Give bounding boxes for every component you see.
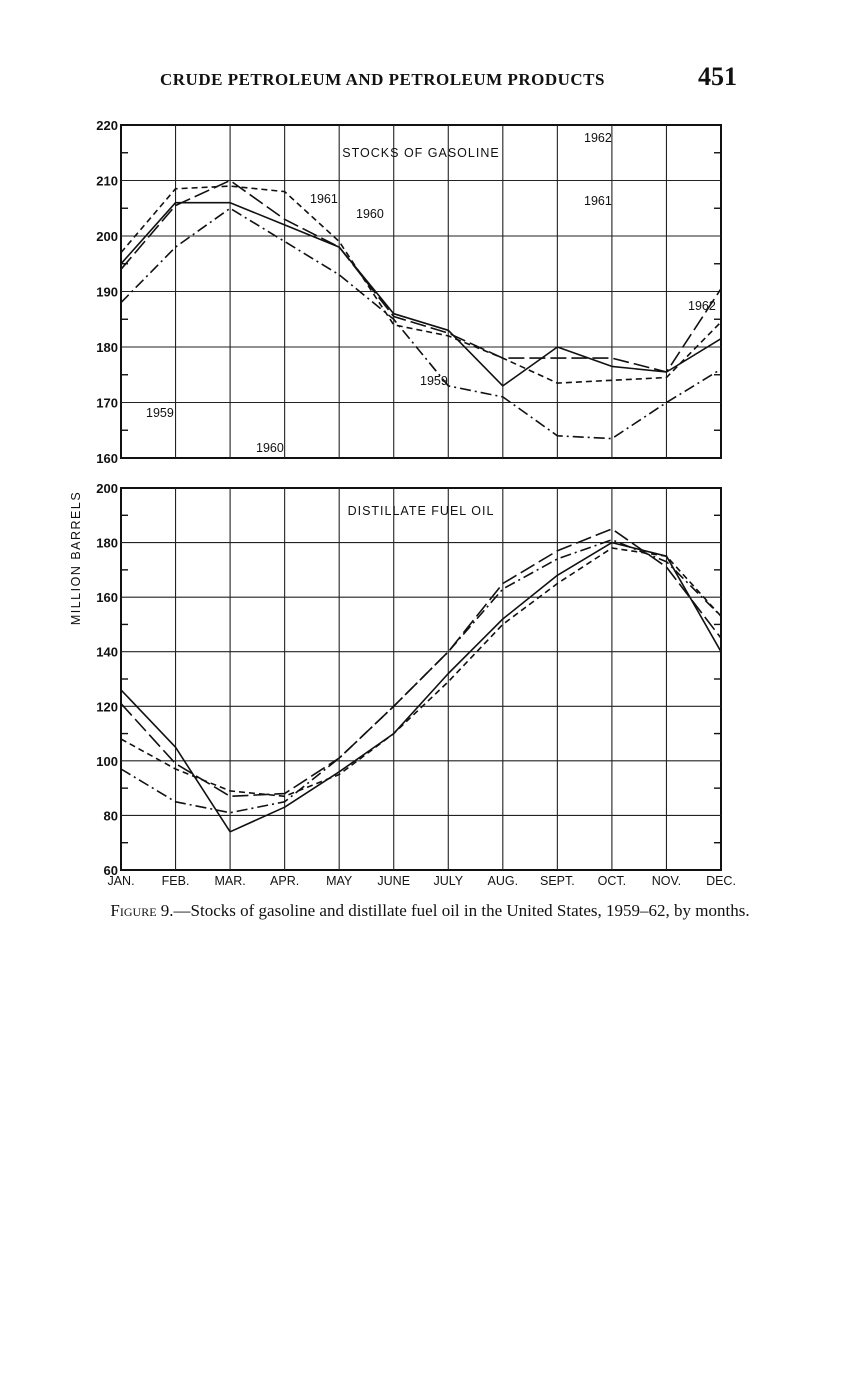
month-tick-label: APR.: [270, 874, 300, 888]
series-label-1961: 1961: [584, 194, 612, 208]
series-line-1961: [121, 548, 721, 796]
month-tick-label: AUG.: [487, 874, 519, 888]
gasoline-chart-title: STOCKS OF GASOLINE: [342, 146, 500, 160]
distillate-series-labels: [146, 131, 612, 455]
y-tick-label: 140: [96, 644, 118, 660]
series-line-1962: [121, 181, 721, 373]
gasoline-series: [121, 181, 721, 439]
series-label-1962: 1962: [584, 131, 612, 145]
y-tick-label: 170: [96, 395, 118, 411]
month-tick-label: FEB.: [161, 874, 190, 888]
month-tick-label: NOV.: [651, 874, 682, 888]
series-line-1962: [121, 529, 721, 796]
y-tick-label: 190: [96, 284, 118, 300]
distillate-chart-title: DISTILLATE FUEL OIL: [347, 504, 495, 518]
gasoline-chart: [96, 118, 721, 466]
distillate-y-ticks: [96, 481, 118, 878]
series-label-1961: 1961: [310, 192, 338, 206]
y-tick-label: 200: [96, 229, 118, 244]
series-label-1960: 1960: [256, 441, 284, 455]
y-tick-label: 200: [96, 481, 118, 496]
figure-label: Figure 9.: [110, 901, 174, 920]
y-axis-label: MILLION BARRELS: [69, 490, 83, 626]
y-tick-label: 180: [96, 340, 118, 355]
month-tick-label: DEC.: [706, 874, 736, 888]
gasoline-y-ticks: [96, 118, 118, 466]
series-line-1959: [121, 208, 721, 438]
month-tick-label: MAR.: [214, 874, 246, 888]
y-tick-label: 60: [103, 863, 118, 878]
month-tick-label: SEPT.: [539, 874, 575, 888]
y-tick-label: 160: [96, 590, 118, 606]
series-label-1962: 1962: [688, 299, 716, 313]
running-title: CRUDE PETROLEUM AND PETROLEUM PRODUCTS: [160, 70, 605, 89]
y-tick-label: 100: [96, 753, 118, 769]
distillate-chart: [96, 131, 721, 878]
gasoline-chart-grid: [121, 125, 721, 458]
series-line-1959: [121, 540, 721, 813]
month-tick-label: MAY: [326, 874, 353, 888]
caption-text: —Stocks of gasoline and distillate fuel oil in the United States, 1959–62, by months.: [173, 901, 750, 920]
page-header: [0, 62, 850, 96]
series-label-1959: 1959: [146, 406, 174, 420]
y-tick-label: 80: [103, 808, 118, 824]
series-line-1960: [121, 543, 721, 832]
y-tick-label: 160: [96, 451, 118, 466]
month-tick-label: JAN.: [107, 874, 135, 888]
y-tick-label: 220: [96, 118, 118, 133]
y-tick-label: 180: [96, 535, 118, 551]
figure-caption: [60, 901, 800, 920]
distillate-series: [121, 529, 721, 832]
y-tick-label: 210: [96, 173, 118, 189]
month-axis: [107, 874, 735, 888]
series-line-1960: [121, 203, 721, 386]
month-tick-label: OCT.: [597, 874, 627, 888]
series-label-1959: 1959: [420, 374, 448, 388]
y-tick-label: 120: [96, 699, 118, 715]
figure-9-chart: [0, 110, 850, 895]
month-tick-label: JULY: [433, 874, 464, 888]
month-tick-label: JUNE: [377, 874, 411, 888]
series-label-1960: 1960: [356, 207, 384, 221]
page-number: 451: [698, 62, 737, 91]
